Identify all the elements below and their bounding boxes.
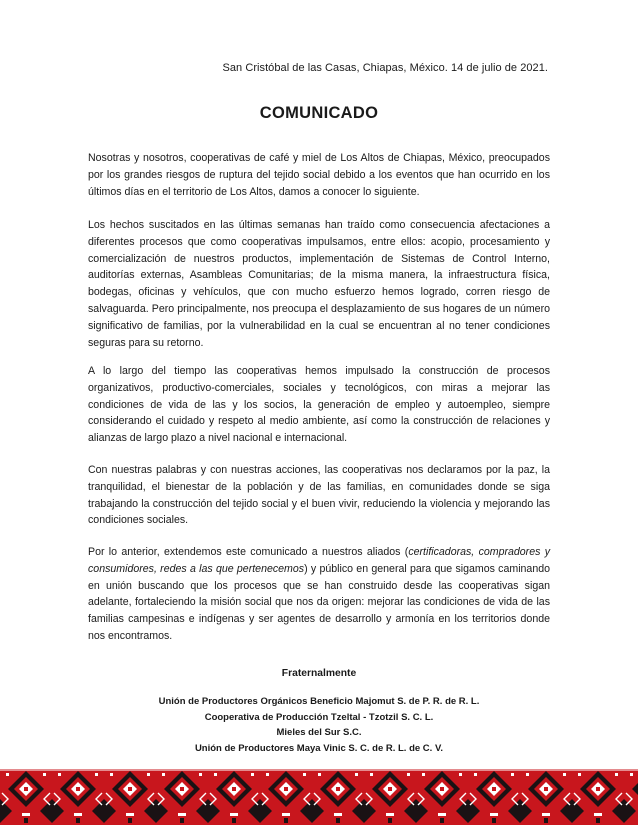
signatory: Unión de Productores Orgánicos Beneficio Majomut S. de P. R. de R. L. bbox=[158, 696, 480, 707]
textile-pattern-decoration bbox=[0, 769, 638, 825]
signatory: Mieles del Sur S.C. bbox=[276, 727, 362, 738]
signatory: Unión de Productores Maya Vinic S. C. de R. L. de C. V. bbox=[194, 742, 444, 754]
embroidered-border-band bbox=[0, 769, 638, 825]
appeal-text-start: Por lo anterior, extendemos este comunicado a nuestros aliados ( bbox=[88, 546, 409, 558]
closing-salutation: Fraternalmente bbox=[281, 668, 357, 679]
document-title: COMUNICADO bbox=[259, 104, 379, 122]
signatories-list bbox=[0, 694, 638, 756]
signatory: Cooperativa de Producción Tzeltal - Tzotzil S. C. L. bbox=[204, 711, 434, 723]
appeal-allies-list: certificadoras, compradores y consumidores, redes a las que pertenecemos bbox=[88, 546, 551, 575]
paragraph-intro: Nosotras y nosotros, cooperativas de café y miel de Los Altos de Chiapas, México, preocupados por los grandes riesgos de ruptura del tejido social debido a los eventos que han ocurrido en los últimos días en el territorio de Los Altos, damos a conocer lo siguiente. bbox=[88, 152, 550, 198]
appeal-text-end: ) y público en general para que sigamos caminando en unión buscando que los procesos que se han construido desde las cooperativas sigan adelante, fortaleciendo la misión social que nos da origen: mejorar las condiciones de vida de las familias campesinas e indígenas y ser agentes de desarrollo y armonía en los territorios donde nos encontramos. bbox=[88, 562, 551, 642]
paragraph-appeal bbox=[88, 544, 550, 645]
paragraph-peace: Con nuestras palabras y con nuestras acciones, las cooperativas nos declaramos por la paz, la tranquilidad, el bienestar de la población y de las familias, en comunidades donde se siga trabajando la construcción del tejido social y el buen vivir, reduciendo la violencia y mejorando las condiciones sociales. bbox=[88, 464, 550, 527]
paragraph-events: Los hechos suscitados en las últimas semanas han traído como consecuencia afectaciones a diferentes procesos que como cooperativas impulsamos, entre ellos: acopio, procesamiento y comercialización de nuestros productos, implementación de Sistemas de Control Interno, auditorías externas, Asambleas Comunitarias; de la misma manera, la infraestructura física, bodegas, oficinas y vehículos, que con mucho esfuerzo hemos logrado, corren riesgo de salvaguarda. Pero principalmente, nos preocupa el desplazamiento de sus hogares de un número significativo de familias, por la vulnerabilidad en la cual se encuentran al no tener condiciones seguras para su retorno. bbox=[88, 219, 550, 349]
paragraph-history: A lo largo del tiempo las cooperativas hemos impulsado la construcción de procesos organizativos, productivo-comerciales, sociales y tecnológicos, con miras a mejorar las condiciones de vida de las y los socios, la generación de empleo y autoempleo, siempre considerando el cuidado y respeto al medio ambiente, así como la construcción de relaciones y alianzas de largo plazo a nivel nacional e internacional. bbox=[88, 365, 550, 445]
date-line: San Cristóbal de las Casas, Chiapas, México. 14 de julio de 2021. bbox=[222, 62, 548, 74]
